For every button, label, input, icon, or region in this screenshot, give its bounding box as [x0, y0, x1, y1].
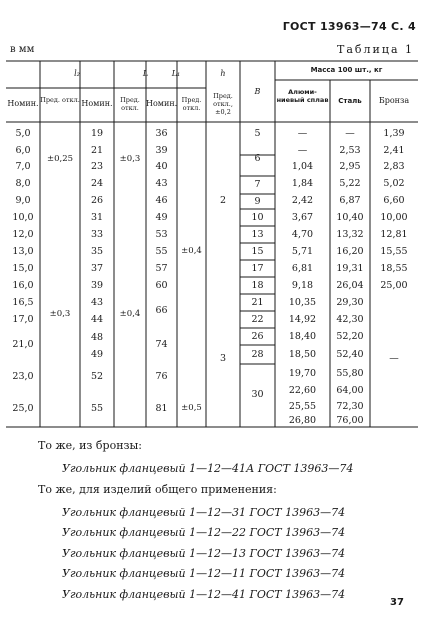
mass-steel-value: 6,87 [339, 195, 361, 206]
standard-code: ГОСТ 13963—74 С. 4 [282, 20, 416, 33]
l2-nom: 12,0 [12, 229, 34, 240]
L-nom: 23 [90, 161, 104, 172]
designation-line: Угольник фланцевый 1—12—13 ГОСТ 13963—74 [62, 547, 346, 560]
designation-line: Угольник фланцевый 1—12—31 ГОСТ 13963—74 [62, 506, 346, 519]
L1-nom: 81 [155, 403, 168, 414]
col-L1-nom: Номин. [146, 99, 178, 108]
mass-al-value: 5,71 [291, 246, 314, 257]
B-value: 28 [251, 349, 264, 360]
B-value: 17 [251, 263, 264, 274]
l2-nom: 5,0 [15, 128, 31, 139]
B-value: 13 [251, 229, 264, 240]
table-caption: Таблица 1 [337, 43, 414, 56]
B-value: 26 [251, 331, 264, 342]
B-value: 6 [254, 153, 261, 164]
L1-dev: ±0,5 [181, 403, 202, 413]
mass-al-value: 4,70 [291, 229, 314, 240]
L-nom: 39 [90, 280, 104, 291]
mass-al-value: 3,67 [291, 212, 314, 223]
mass-bronze-value: 5,02 [383, 178, 405, 189]
l2-nom: 6,0 [15, 145, 31, 156]
B-value: 15 [251, 246, 264, 257]
L-nom: 44 [90, 314, 104, 325]
l2-nom: 21,0 [12, 339, 34, 350]
mass-al-value: 22,60 [288, 385, 317, 396]
L1-nom: 39 [155, 145, 168, 156]
L-nom: 21 [90, 145, 104, 156]
L-nom: 24 [90, 178, 104, 189]
mass-bronze-value: 15,55 [380, 246, 408, 257]
L1-dev: ±0,4 [181, 246, 202, 256]
l2-nom: 10,0 [12, 212, 34, 223]
L1-nom: 76 [155, 371, 168, 382]
L-nom: 35 [90, 246, 104, 257]
mass-bronze-value: 2,83 [383, 161, 405, 172]
mass-al-value: — [297, 145, 308, 156]
col-mass-group: Масса 100 шт., кг [310, 66, 383, 74]
mass-steel-value: 55,80 [336, 368, 364, 379]
mass-steel-value: — [345, 128, 355, 139]
col-B-label: B [254, 87, 261, 96]
mass-steel-value: 2,95 [339, 161, 361, 172]
L-nom: 48 [90, 332, 104, 343]
mass-steel-value: 5,22 [339, 178, 361, 189]
mass-al-value: 10,35 [288, 297, 317, 308]
L1-nom: 43 [155, 178, 168, 189]
h-value: 3 [219, 353, 227, 364]
B-value: 9 [254, 196, 261, 207]
L-nom: 37 [90, 263, 104, 274]
mass-steel-value: 42,30 [336, 314, 364, 325]
l2-dev: ±0,25 [46, 154, 74, 164]
l2-nom: 13,0 [12, 246, 34, 257]
L-nom: 26 [90, 195, 104, 206]
B-value: 18 [251, 280, 264, 291]
mass-steel-value: 29,30 [336, 297, 364, 308]
mass-steel-value: 19,31 [336, 263, 364, 274]
designation-line: Угольник фланцевый 1—12—11 ГОСТ 13963—74 [62, 567, 346, 580]
L-dev: ±0,3 [119, 154, 141, 164]
mass-al-value: 6,81 [291, 263, 314, 274]
mass-al-value: 1,84 [291, 178, 314, 189]
col-h-label: h [220, 69, 226, 78]
l2-nom: 17,0 [12, 314, 34, 325]
B-value: 21 [251, 297, 264, 308]
mass-steel-value: 16,20 [336, 246, 364, 257]
mass-bronze-value: 6,60 [383, 195, 405, 206]
B-value: 22 [251, 314, 264, 325]
B-value: 10 [251, 212, 264, 223]
same-bronze-label: То же, из бронзы: [38, 439, 142, 452]
L1-nom: 46 [155, 195, 168, 206]
L1-nom: 53 [155, 229, 168, 240]
col-mass-steel: Сталь [338, 97, 362, 105]
L1-nom: 49 [155, 212, 168, 223]
mass-bronze-value: 12,81 [380, 229, 408, 240]
designation-line: Угольник фланцевый 1—12—41А ГОСТ 13963—74 [62, 462, 354, 475]
L1-nom: 74 [155, 339, 168, 350]
L1-nom: 40 [155, 161, 168, 172]
mass-al-value: 26,80 [288, 415, 317, 426]
col-L-nom: Номин. [81, 99, 113, 108]
B-value: 7 [254, 179, 261, 190]
mass-al-value: 2,42 [291, 195, 314, 206]
mass-al-value: 18,50 [288, 349, 317, 360]
mass-steel-value: 26,04 [336, 280, 364, 291]
designation-line: Угольник фланцевый 1—12—41 ГОСТ 13963—74 [62, 588, 346, 601]
units-label: в мм [10, 44, 35, 55]
mass-steel-value: 13,32 [336, 229, 364, 240]
L1-nom: 55 [155, 246, 168, 257]
l2-nom: 25,0 [12, 403, 34, 414]
page-number: 37 [390, 597, 404, 608]
mass-bronze-value: 10,00 [380, 212, 408, 223]
L-nom: 19 [90, 128, 104, 139]
mass-al-value: 9,18 [291, 280, 314, 291]
l2-nom: 9,0 [15, 195, 31, 206]
mass-bronze-value: 25,00 [380, 280, 408, 291]
L1-nom: 60 [155, 280, 168, 291]
B-value: 5 [254, 128, 261, 139]
l2-nom: 15,0 [12, 263, 34, 274]
col-mass-al: Алюми- ниевый сплав [276, 88, 329, 104]
mass-al-value: 19,70 [288, 368, 317, 379]
mass-steel-value: 76,00 [336, 415, 364, 426]
col-L1-dev: Пред. откл. [181, 96, 202, 112]
mass-steel-value: 10,40 [336, 212, 364, 223]
col-h-dev: Пред. откл., ±0,2 [213, 92, 233, 116]
L-dev: ±0,4 [119, 309, 141, 319]
mass-al-value: — [297, 128, 308, 139]
L1-nom: 57 [155, 263, 168, 274]
col-L-dev: Пред. откл. [120, 96, 140, 112]
l2-nom: 16,0 [12, 280, 34, 291]
L-nom: 49 [90, 349, 104, 360]
same-general-label: То же, для изделий общего применения: [38, 483, 277, 496]
mass-bronze-value: 2,41 [383, 145, 405, 156]
mass-al-value: 18,40 [288, 331, 317, 342]
l2-nom: 16,5 [12, 297, 34, 308]
L-nom: 55 [90, 403, 104, 414]
col-l2-dev: Пред. откл. [40, 96, 80, 104]
col-L-label: L [142, 69, 149, 78]
col-l2-label: l₂ [74, 69, 80, 78]
L1-nom: 36 [155, 128, 168, 139]
mass-bronze-value: — [389, 353, 399, 364]
mass-steel-value: 52,20 [336, 331, 364, 342]
L-nom: 43 [90, 297, 104, 308]
col-mass-bronze: Бронза [378, 96, 410, 105]
mass-steel-value: 64,00 [336, 385, 364, 396]
mass-steel-value: 2,53 [339, 145, 361, 156]
L-nom: 52 [90, 371, 104, 382]
mass-al-value: 14,92 [288, 314, 317, 325]
col-l2-nom: Номин. [7, 99, 39, 108]
designation-line: Угольник фланцевый 1—12—22 ГОСТ 13963—74 [62, 526, 346, 539]
mass-al-value: 1,04 [291, 161, 314, 172]
L-nom: 31 [90, 212, 104, 223]
mass-al-value: 25,55 [288, 401, 317, 412]
B-value: 30 [251, 389, 264, 400]
l2-nom: 7,0 [15, 161, 31, 172]
L-nom: 33 [90, 229, 104, 240]
l2-nom: 8,0 [15, 178, 31, 189]
L1-nom: 66 [155, 305, 168, 316]
h-value: 2 [219, 195, 227, 206]
mass-steel-value: 52,40 [336, 349, 364, 360]
l2-dev: ±0,3 [49, 309, 71, 319]
mass-steel-value: 72,30 [336, 401, 364, 412]
mass-bronze-value: 1,39 [383, 128, 405, 139]
mass-bronze-value: 18,55 [380, 263, 408, 274]
col-L1-label: L₁ [171, 69, 181, 78]
l2-nom: 23,0 [12, 371, 34, 382]
